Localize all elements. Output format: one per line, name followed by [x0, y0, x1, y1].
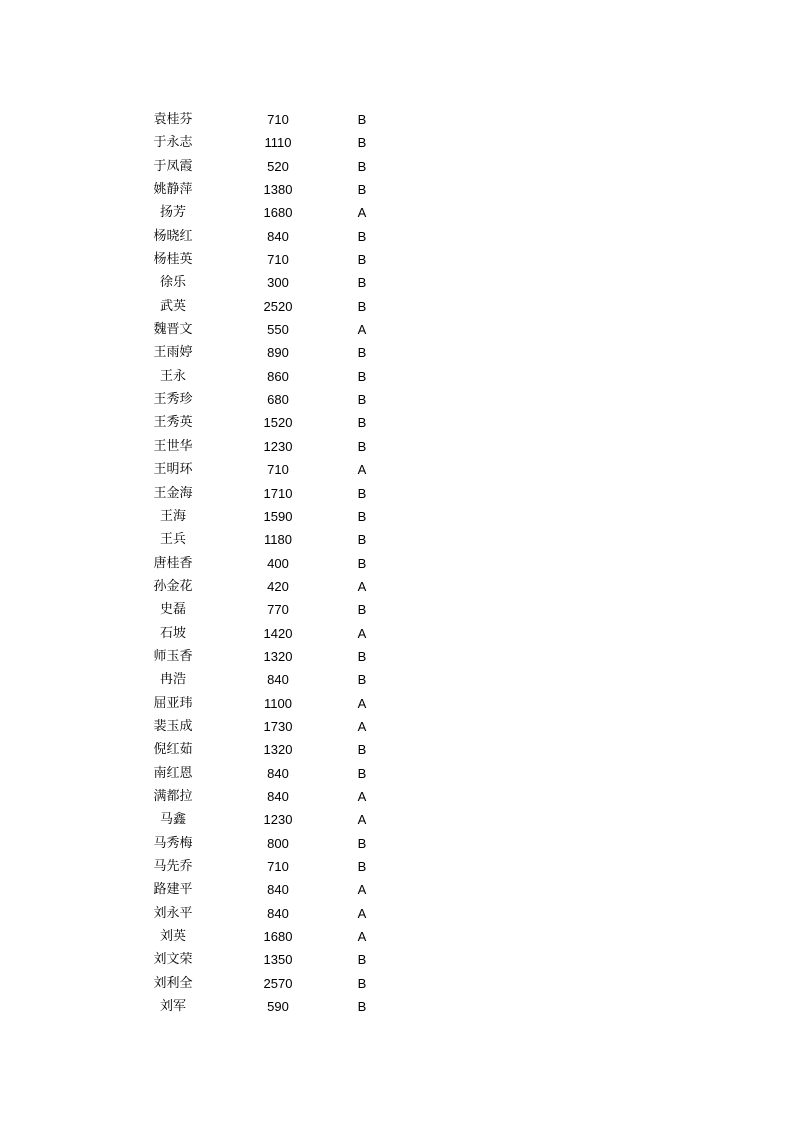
amount-cell: 860 — [267, 368, 289, 384]
amount-cell: 1710 — [263, 485, 293, 501]
grade-cell: A — [357, 205, 367, 221]
table-row — [0, 575, 793, 598]
grade-cell: B — [357, 485, 367, 501]
grade-cell: B — [357, 298, 367, 314]
table-row — [0, 155, 793, 178]
amount-cell: 840 — [267, 788, 289, 804]
amount-cell: 890 — [267, 345, 289, 361]
table-row — [0, 598, 793, 621]
amount-cell: 2570 — [263, 975, 293, 991]
name-cell: 刘军 — [159, 999, 186, 1015]
grade-cell: A — [357, 462, 367, 478]
table-row — [0, 762, 793, 785]
grade-cell: A — [357, 625, 367, 641]
grade-cell: B — [357, 742, 367, 758]
name-cell: 刘文荣 — [153, 952, 193, 968]
table-row — [0, 808, 793, 831]
amount-cell: 840 — [267, 672, 289, 688]
amount-cell: 800 — [267, 835, 289, 851]
table-row — [0, 832, 793, 855]
amount-cell: 1730 — [263, 718, 293, 734]
name-cell: 南红恩 — [153, 765, 193, 781]
amount-cell: 710 — [267, 859, 289, 874]
grade-cell: B — [357, 555, 367, 571]
grade-cell: B — [357, 345, 367, 361]
grade-cell: B — [357, 952, 367, 968]
name-cell: 师玉香 — [153, 648, 193, 664]
name-cell: 刘永平 — [153, 905, 193, 921]
grade-cell: A — [357, 882, 367, 898]
name-cell: 王秀珍 — [153, 392, 193, 408]
table-row — [0, 201, 793, 224]
name-cell: 扬芳 — [159, 205, 186, 221]
table-row — [0, 318, 793, 341]
table-row — [0, 715, 793, 738]
amount-cell: 1230 — [263, 438, 293, 454]
grade-cell: A — [357, 788, 367, 804]
grade-cell: B — [357, 252, 367, 268]
name-cell: 路建平 — [153, 882, 193, 898]
amount-cell: 300 — [267, 275, 289, 291]
table-row — [0, 972, 793, 995]
grade-cell: B — [357, 275, 367, 291]
name-cell: 马鑫 — [159, 812, 186, 828]
amount-cell: 1110 — [264, 135, 292, 151]
amount-cell: 1380 — [263, 182, 293, 198]
grade-cell: B — [357, 532, 367, 548]
table-row — [0, 785, 793, 808]
amount-cell: 840 — [267, 905, 289, 921]
amount-cell: 420 — [267, 578, 289, 594]
grade-cell: B — [357, 672, 367, 688]
grade-cell: B — [357, 508, 367, 524]
table-row — [0, 855, 793, 878]
amount-cell: 710 — [267, 112, 289, 127]
amount-cell: 550 — [267, 322, 289, 338]
table-row — [0, 925, 793, 948]
grade-cell: B — [357, 835, 367, 851]
table-row — [0, 645, 793, 668]
grade-cell: A — [357, 905, 367, 921]
name-cell: 裴玉成 — [153, 718, 193, 734]
name-cell: 王金海 — [153, 485, 193, 501]
name-cell: 王海 — [159, 508, 186, 524]
name-cell: 屈亚玮 — [153, 695, 193, 711]
table-row — [0, 878, 793, 901]
table-row — [0, 458, 793, 481]
name-cell: 王秀英 — [153, 415, 193, 431]
amount-cell: 1680 — [263, 205, 293, 221]
name-cell: 倪红茹 — [153, 742, 193, 758]
name-cell: 徐乐 — [159, 275, 186, 291]
grade-cell: B — [357, 368, 367, 384]
grade-cell: B — [357, 648, 367, 664]
amount-cell: 710 — [267, 252, 289, 268]
table-row — [0, 225, 793, 248]
grade-cell: B — [357, 438, 367, 454]
amount-cell: 1320 — [263, 742, 293, 758]
grade-cell: B — [357, 765, 367, 781]
grade-cell: A — [357, 322, 367, 338]
name-cell: 满都拉 — [153, 788, 193, 804]
grade-cell: B — [357, 859, 367, 874]
name-cell: 王世华 — [153, 438, 193, 454]
amount-cell: 590 — [267, 999, 289, 1015]
amount-cell: 1100 — [264, 695, 292, 711]
grade-cell: B — [357, 158, 367, 174]
table-row — [0, 435, 793, 458]
grade-cell: A — [357, 718, 367, 734]
amount-cell: 1520 — [263, 415, 293, 431]
table-row — [0, 295, 793, 318]
grade-cell: B — [357, 182, 367, 198]
grade-cell: A — [357, 929, 367, 945]
name-cell: 孙金花 — [153, 578, 193, 594]
amount-cell: 680 — [267, 392, 289, 408]
grade-cell: B — [357, 415, 367, 431]
name-cell: 杨晓红 — [153, 228, 193, 244]
name-cell: 于永志 — [153, 135, 193, 151]
table-row — [0, 622, 793, 645]
name-cell: 于凤霞 — [153, 158, 193, 174]
amount-cell: 840 — [267, 882, 289, 898]
name-cell: 石坡 — [159, 625, 186, 641]
grade-cell: B — [357, 975, 367, 991]
table-row — [0, 528, 793, 551]
grade-cell: B — [357, 112, 367, 127]
table-row — [0, 738, 793, 761]
amount-cell: 840 — [267, 765, 289, 781]
table-row — [0, 178, 793, 201]
table-row — [0, 552, 793, 575]
amount-cell: 1590 — [263, 508, 293, 524]
grade-cell: A — [357, 695, 367, 711]
amount-cell: 1180 — [264, 532, 292, 548]
table-row — [0, 668, 793, 691]
amount-cell: 520 — [267, 158, 289, 174]
table-row — [0, 505, 793, 528]
name-cell: 史磊 — [159, 602, 186, 618]
amount-cell: 1680 — [263, 929, 293, 945]
grade-cell: A — [357, 578, 367, 594]
name-cell: 王兵 — [159, 532, 186, 548]
name-cell: 魏晋文 — [153, 322, 193, 338]
data-table — [0, 108, 793, 1018]
table-row — [0, 482, 793, 505]
table-row — [0, 692, 793, 715]
grade-cell: B — [357, 392, 367, 408]
amount-cell: 1230 — [263, 812, 293, 828]
name-cell: 马秀梅 — [153, 835, 193, 851]
name-cell: 刘英 — [159, 929, 186, 945]
amount-cell: 1420 — [263, 625, 293, 641]
name-cell: 王雨婷 — [153, 345, 193, 361]
table-row — [0, 388, 793, 411]
table-row — [0, 271, 793, 294]
name-cell: 王永 — [159, 368, 186, 384]
table-row — [0, 995, 793, 1018]
amount-cell: 1320 — [263, 648, 293, 664]
name-cell: 刘利全 — [153, 975, 193, 991]
grade-cell: B — [357, 228, 367, 244]
name-cell: 武英 — [159, 298, 186, 314]
amount-cell: 1350 — [263, 952, 293, 968]
name-cell: 冉浩 — [159, 672, 186, 688]
table-row — [0, 248, 793, 271]
table-row — [0, 365, 793, 388]
grade-cell: B — [357, 135, 367, 151]
grade-cell: B — [357, 999, 367, 1015]
table-row — [0, 341, 793, 364]
table-row — [0, 131, 793, 154]
table-row — [0, 948, 793, 971]
amount-cell: 400 — [267, 555, 289, 571]
name-cell: 马先乔 — [153, 859, 193, 874]
grade-cell: B — [357, 602, 367, 618]
name-cell: 杨桂英 — [153, 252, 193, 268]
amount-cell: 840 — [267, 228, 289, 244]
name-cell: 袁桂芬 — [153, 112, 193, 127]
table-row — [0, 108, 793, 131]
amount-cell: 770 — [267, 602, 289, 618]
grade-cell: A — [357, 812, 367, 828]
name-cell: 唐桂香 — [153, 555, 193, 571]
table-row — [0, 411, 793, 434]
name-cell: 姚静萍 — [153, 182, 193, 198]
amount-cell: 710 — [267, 462, 289, 478]
amount-cell: 2520 — [263, 298, 293, 314]
table-row — [0, 902, 793, 925]
name-cell: 王明环 — [153, 462, 193, 478]
